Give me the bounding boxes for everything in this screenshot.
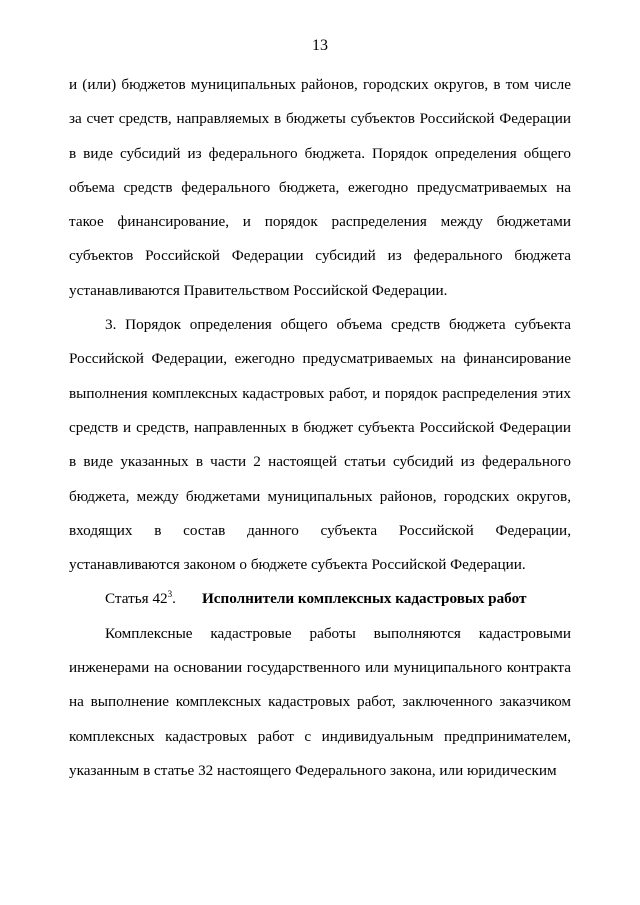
paragraph-article-text: Комплексные кадастровые работы выполняются кадастровыми инженерами на основании государственного или муниципального контракта на выполнение комплексных кадастровых работ, заключенного заказчиком комплексных кадастровых работ с индивидуальным предпринимателем, указанным в статье 32 настоящего Федерального закона, или юридическим [69,624,571,779]
article-number [105,590,176,607]
paragraph-budget-funding: и (или) бюджетов муниципальных районов, городских округов, в том числе за счет средств, направляемых в бюджеты субъектов Российской Федерации в виде субсидий из федерального бюджета. Порядок определения общего объема средств федерального бюджета, ежегодно предусматриваемых на такое финансирование, и порядок распределения между бюджетами субъектов Российской Федерации субсидий из федерального бюджета устанавливаются Правительством Российской Федерации. [69,76,571,299]
article-suffix: . [172,590,176,608]
article-heading [69,582,571,616]
document-body [69,68,571,788]
article-label: Статья 42 [105,590,168,608]
paragraph-part-3: 3. Порядок определения общего объема средств бюджета субъекта Российской Федерации, ежегодно предусматриваемых на финансирование выполнения комплексных кадастровых работ, и порядок распределения этих средств и средств, направленных в бюджет субъекта Российской Федерации в виде указанных в части 2 настоящей статьи субсидий из федерального бюджета, между бюджетами муниципальных районов, городских округов, входящих в состав данного субъекта Российской Федерации, устанавливаются законом о бюджете субъекта Российской Федерации. [69,316,571,574]
article-superscript: 3 [167,589,173,600]
article-title: Исполнители комплексных кадастровых работ [201,590,527,608]
page-number: 13 [312,37,328,54]
